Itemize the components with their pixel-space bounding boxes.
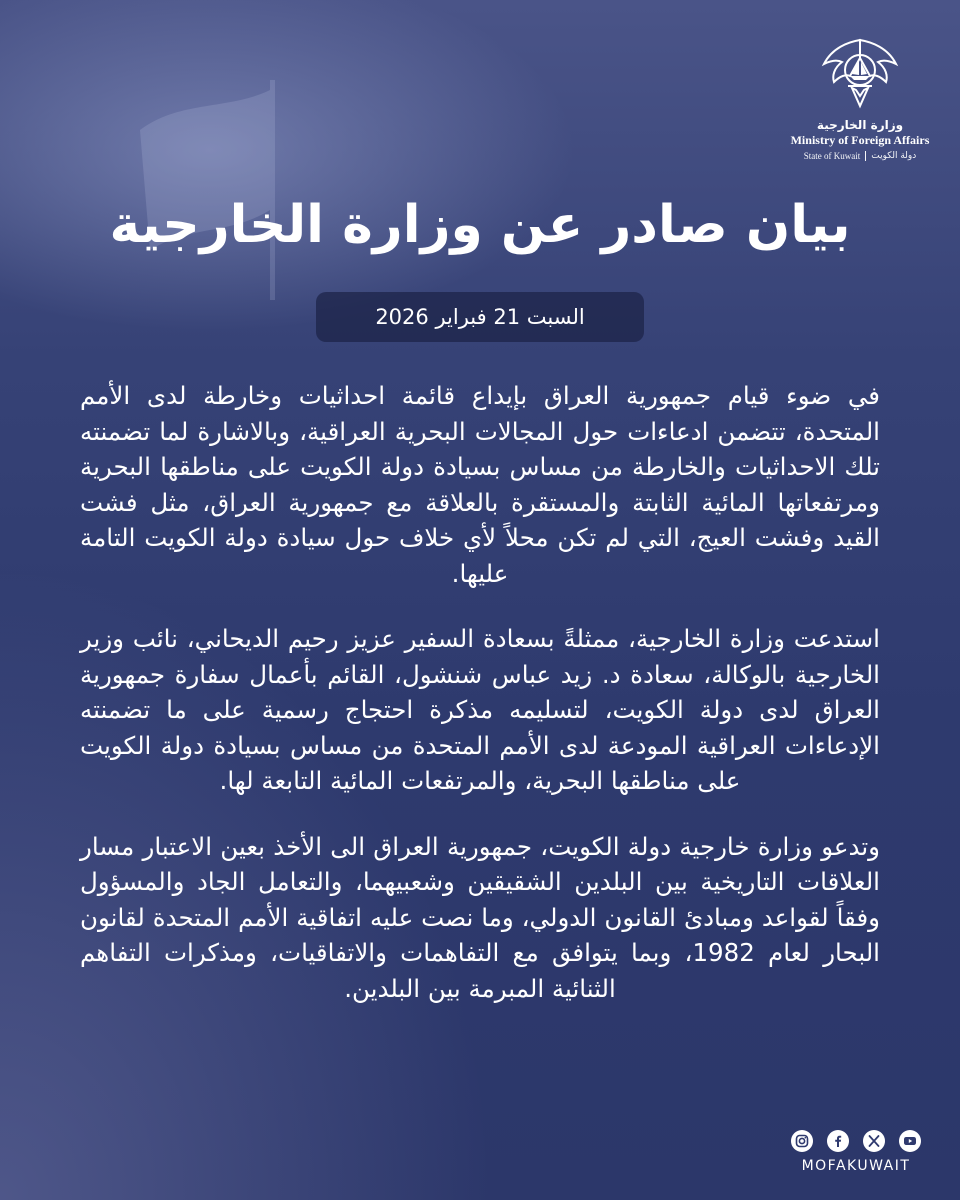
flag-silhouette-icon (120, 60, 380, 300)
paragraph-3: وتدعو وزارة خارجية دولة الكويت، جمهورية العراق الى الأخذ بعين الاعتبار مسار العلاقات التاريخية بين البلدين الشقيقين وشعبيهما، والتعامل الجاد والمسؤول وفقاً لقواعد ومبادئ القانون الدولي، وما نصت عليه اتفاقية الأمم المتحدة لقانون البحار لعام 1982، وبما يتوافق مع التفاهمات والاتفاقيات، ومذكرات التفاهم الثنائية المبرمة بين البلدين. (80, 831, 880, 1003)
social-handle[interactable]: MOFAKUWAIT (801, 1158, 911, 1174)
logo-separator (865, 151, 866, 161)
logo-state-arabic: دولة الكويت (871, 151, 917, 161)
paragraph-2: استدعت وزارة الخارجية، ممثلةً بسعادة السفير عزيز رحيم الديحاني، نائب وزير الخارجية بالوكالة، سعادة د. زيد عباس شنشول، القائم بأعمال سفارة جمهورية العراق لدى دولة الكويت، لتسليمه مذكرة احتجاج رسمية على ما تضمنته الإدعاءات العراقية المودعة لدى الأمم المتحدة من مساس بسيادة دولة الكويت على مناطقها البحرية، والمرتفعات المائية التابعة لها. (80, 624, 880, 795)
ministry-logo (790, 30, 930, 161)
facebook-icon[interactable] (827, 1130, 849, 1152)
logo-state-english: State of Kuwait (803, 151, 861, 161)
instagram-icon[interactable] (791, 1130, 813, 1152)
kuwait-emblem-icon (818, 30, 902, 114)
social-links (786, 1130, 926, 1152)
logo-ministry-english: Ministry of Foreign Affairs (790, 133, 930, 147)
youtube-icon[interactable] (899, 1130, 921, 1152)
date-text: السبت 21 فبراير 2026 (375, 305, 585, 329)
paragraph-1: في ضوء قيام جمهورية العراق بإيداع قائمة احداثيات وخارطة لدى الأمم المتحدة، تتضمن ادعاءات حول المجالات البحرية العراقية، وبالاشارة لما تضمنته تلك الاحداثيات والخارطة من مساس بسيادة دولة الكويت على مناطقها البحرية ومرتفعاتها المائية الثابتة والمستقرة بالعلاقة مع جمهورية العراق، مثل فشت القيد وفشت العيج، التي لم تكن محلاً لأي خلاف حول سيادة دولة الكويت التامة عليها. (80, 381, 880, 588)
x-icon[interactable] (863, 1130, 885, 1152)
statement-title: بيان صادر عن وزارة الخارجية (109, 195, 851, 255)
social-footer (786, 1130, 926, 1174)
date-badge (316, 292, 644, 342)
logo-ministry-arabic: وزارة الخارجية (816, 118, 904, 132)
statement-body (80, 378, 880, 1036)
logo-state-line (790, 151, 930, 161)
